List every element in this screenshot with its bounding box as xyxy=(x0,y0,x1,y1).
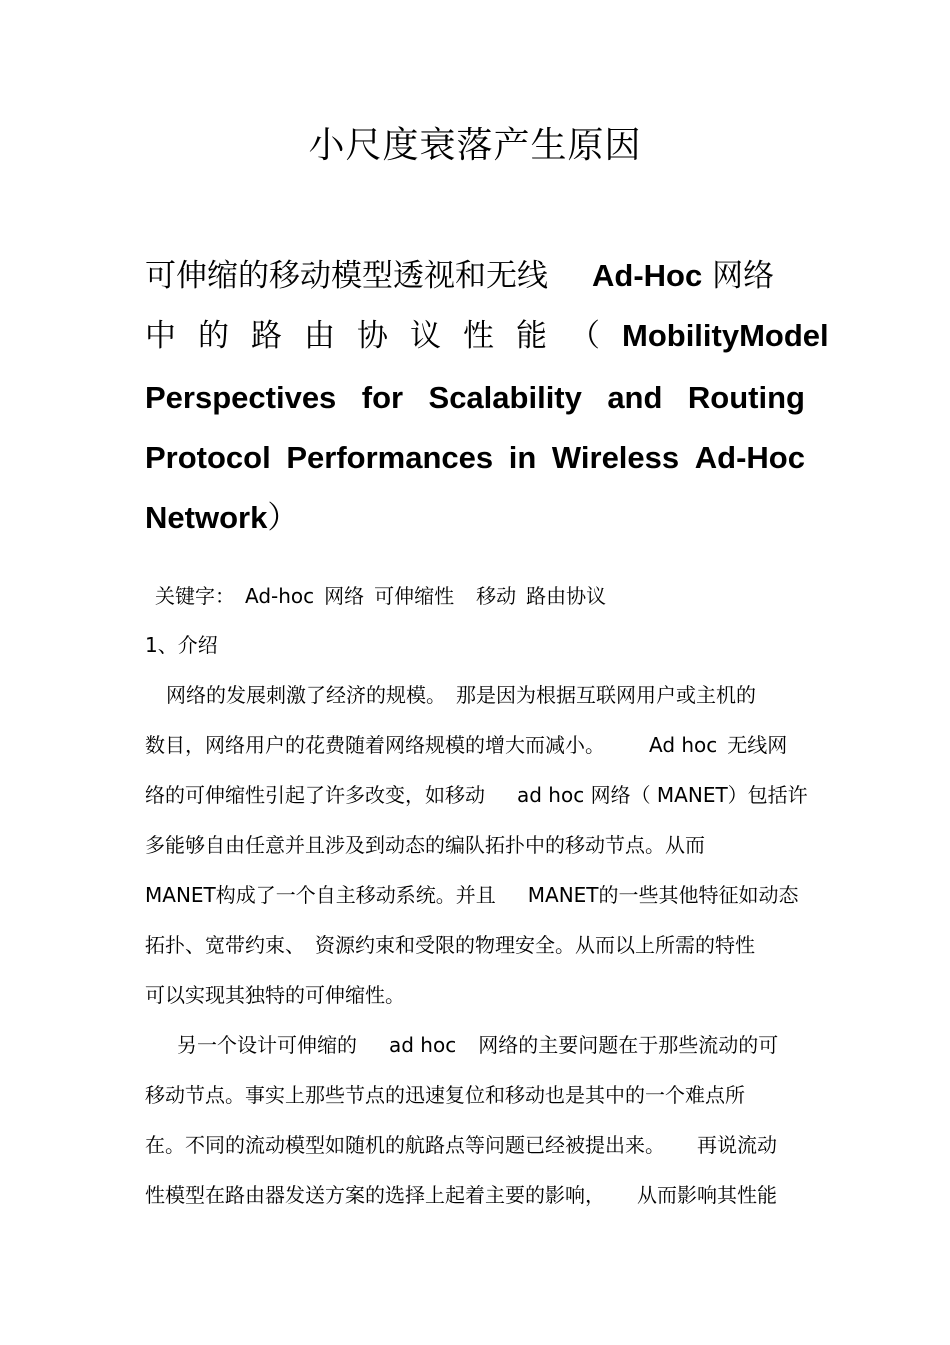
heading-line-3 xyxy=(145,378,805,418)
section-heading: 1、介绍 xyxy=(145,633,218,657)
text-run: 网络的发展刺激了经济的规模。 xyxy=(166,683,446,707)
paragraph-line xyxy=(166,681,756,709)
text-run: 多能够自由任意并且涉及到动态的编队拓扑中的移动节点。从而 xyxy=(145,833,705,857)
text-run: 在。不同的流动模型如随机的航路点等问题已经被提出来。 xyxy=(145,1133,665,1157)
text-run: 网络的主要问题在于那些流动的可 xyxy=(478,1033,779,1057)
paragraph-line xyxy=(145,931,755,959)
heading-word: for xyxy=(361,380,404,415)
heading-text: 网络 xyxy=(712,258,775,294)
text-run: 络的可伸缩性引起了许多改变，如移动 xyxy=(145,783,485,807)
paragraph-line xyxy=(145,981,405,1009)
text-run: 拓扑、宽带约束、 xyxy=(145,933,305,957)
heading-word: Protocol xyxy=(145,440,271,475)
document-title: 小尺度衰落产生原因 xyxy=(308,125,642,166)
keywords-line xyxy=(155,582,606,610)
text-run: 从而影响其性能 xyxy=(637,1183,777,1207)
keywords-label: 关键字： xyxy=(155,584,235,608)
keyword: Ad-hoc xyxy=(245,584,315,608)
heading-word: and xyxy=(607,380,663,415)
paragraph-line xyxy=(145,1081,745,1109)
heading-line-1 xyxy=(145,256,805,296)
text-run: 性模型在路由器发送方案的选择上起着主要的影响， xyxy=(145,1183,605,1207)
text-run: 再说流动 xyxy=(697,1133,777,1157)
text-run: 另一个设计可伸缩的 xyxy=(177,1033,357,1057)
heading-word: Scalability xyxy=(428,380,582,415)
paragraph-line xyxy=(145,831,705,859)
heading-text: Model xyxy=(739,318,829,353)
heading-text: 中的路由协议性能（ xyxy=(145,318,622,354)
keyword: 网络 xyxy=(324,584,365,608)
text-run: ad hoc 网络（ MANET）包括许 xyxy=(517,783,808,807)
paragraph-line xyxy=(145,731,787,759)
keyword: 移动 xyxy=(476,584,517,608)
paragraph-line xyxy=(145,881,799,909)
keyword: 可伸缩性 xyxy=(374,584,455,608)
text-run: Ad hoc xyxy=(649,733,718,757)
keyword: 路由协议 xyxy=(526,584,607,608)
paragraph-line xyxy=(177,1031,778,1059)
heading-line-5 xyxy=(145,498,805,538)
heading-word: Perspectives xyxy=(145,380,337,415)
text-run: 移动节点。事实上那些节点的迅速复位和移动也是其中的一个难点所 xyxy=(145,1083,745,1107)
heading-text: ） xyxy=(267,500,299,536)
text-run: 无线网 xyxy=(727,733,788,757)
heading-word: in xyxy=(508,440,537,475)
heading-word: Performances xyxy=(286,440,494,475)
heading-word: Routing xyxy=(687,380,805,415)
text-run: ad hoc xyxy=(389,1033,457,1057)
heading-word: Ad-Hoc xyxy=(694,440,805,475)
paragraph-line xyxy=(145,781,808,809)
heading-line-2 xyxy=(145,316,829,356)
text-run: 那是因为根据互联网用户或主机的 xyxy=(456,683,756,707)
heading-text: 可伸缩的移动模型透视和无线 xyxy=(145,258,548,294)
heading-word: Network xyxy=(145,500,268,535)
paragraph-line xyxy=(145,1181,777,1209)
text-run: 数目，网络用户的花费随着网络规模的增大而减小。 xyxy=(145,733,605,757)
text-run: 资源约束和受限的物理安全。从而以上所需的特性 xyxy=(315,933,755,957)
heading-text: Ad-Hoc xyxy=(592,258,703,293)
text-run: MANET构成了一个自主移动系统。并且 xyxy=(145,883,496,907)
paragraph-line xyxy=(145,1131,777,1159)
heading-line-4 xyxy=(145,438,805,478)
text-run: MANET的一些其他特征如动态 xyxy=(527,883,799,907)
heading-text: Mobility xyxy=(622,318,740,353)
text-run: 可以实现其独特的可伸缩性。 xyxy=(145,983,405,1007)
heading-word: Wireless xyxy=(551,440,680,475)
